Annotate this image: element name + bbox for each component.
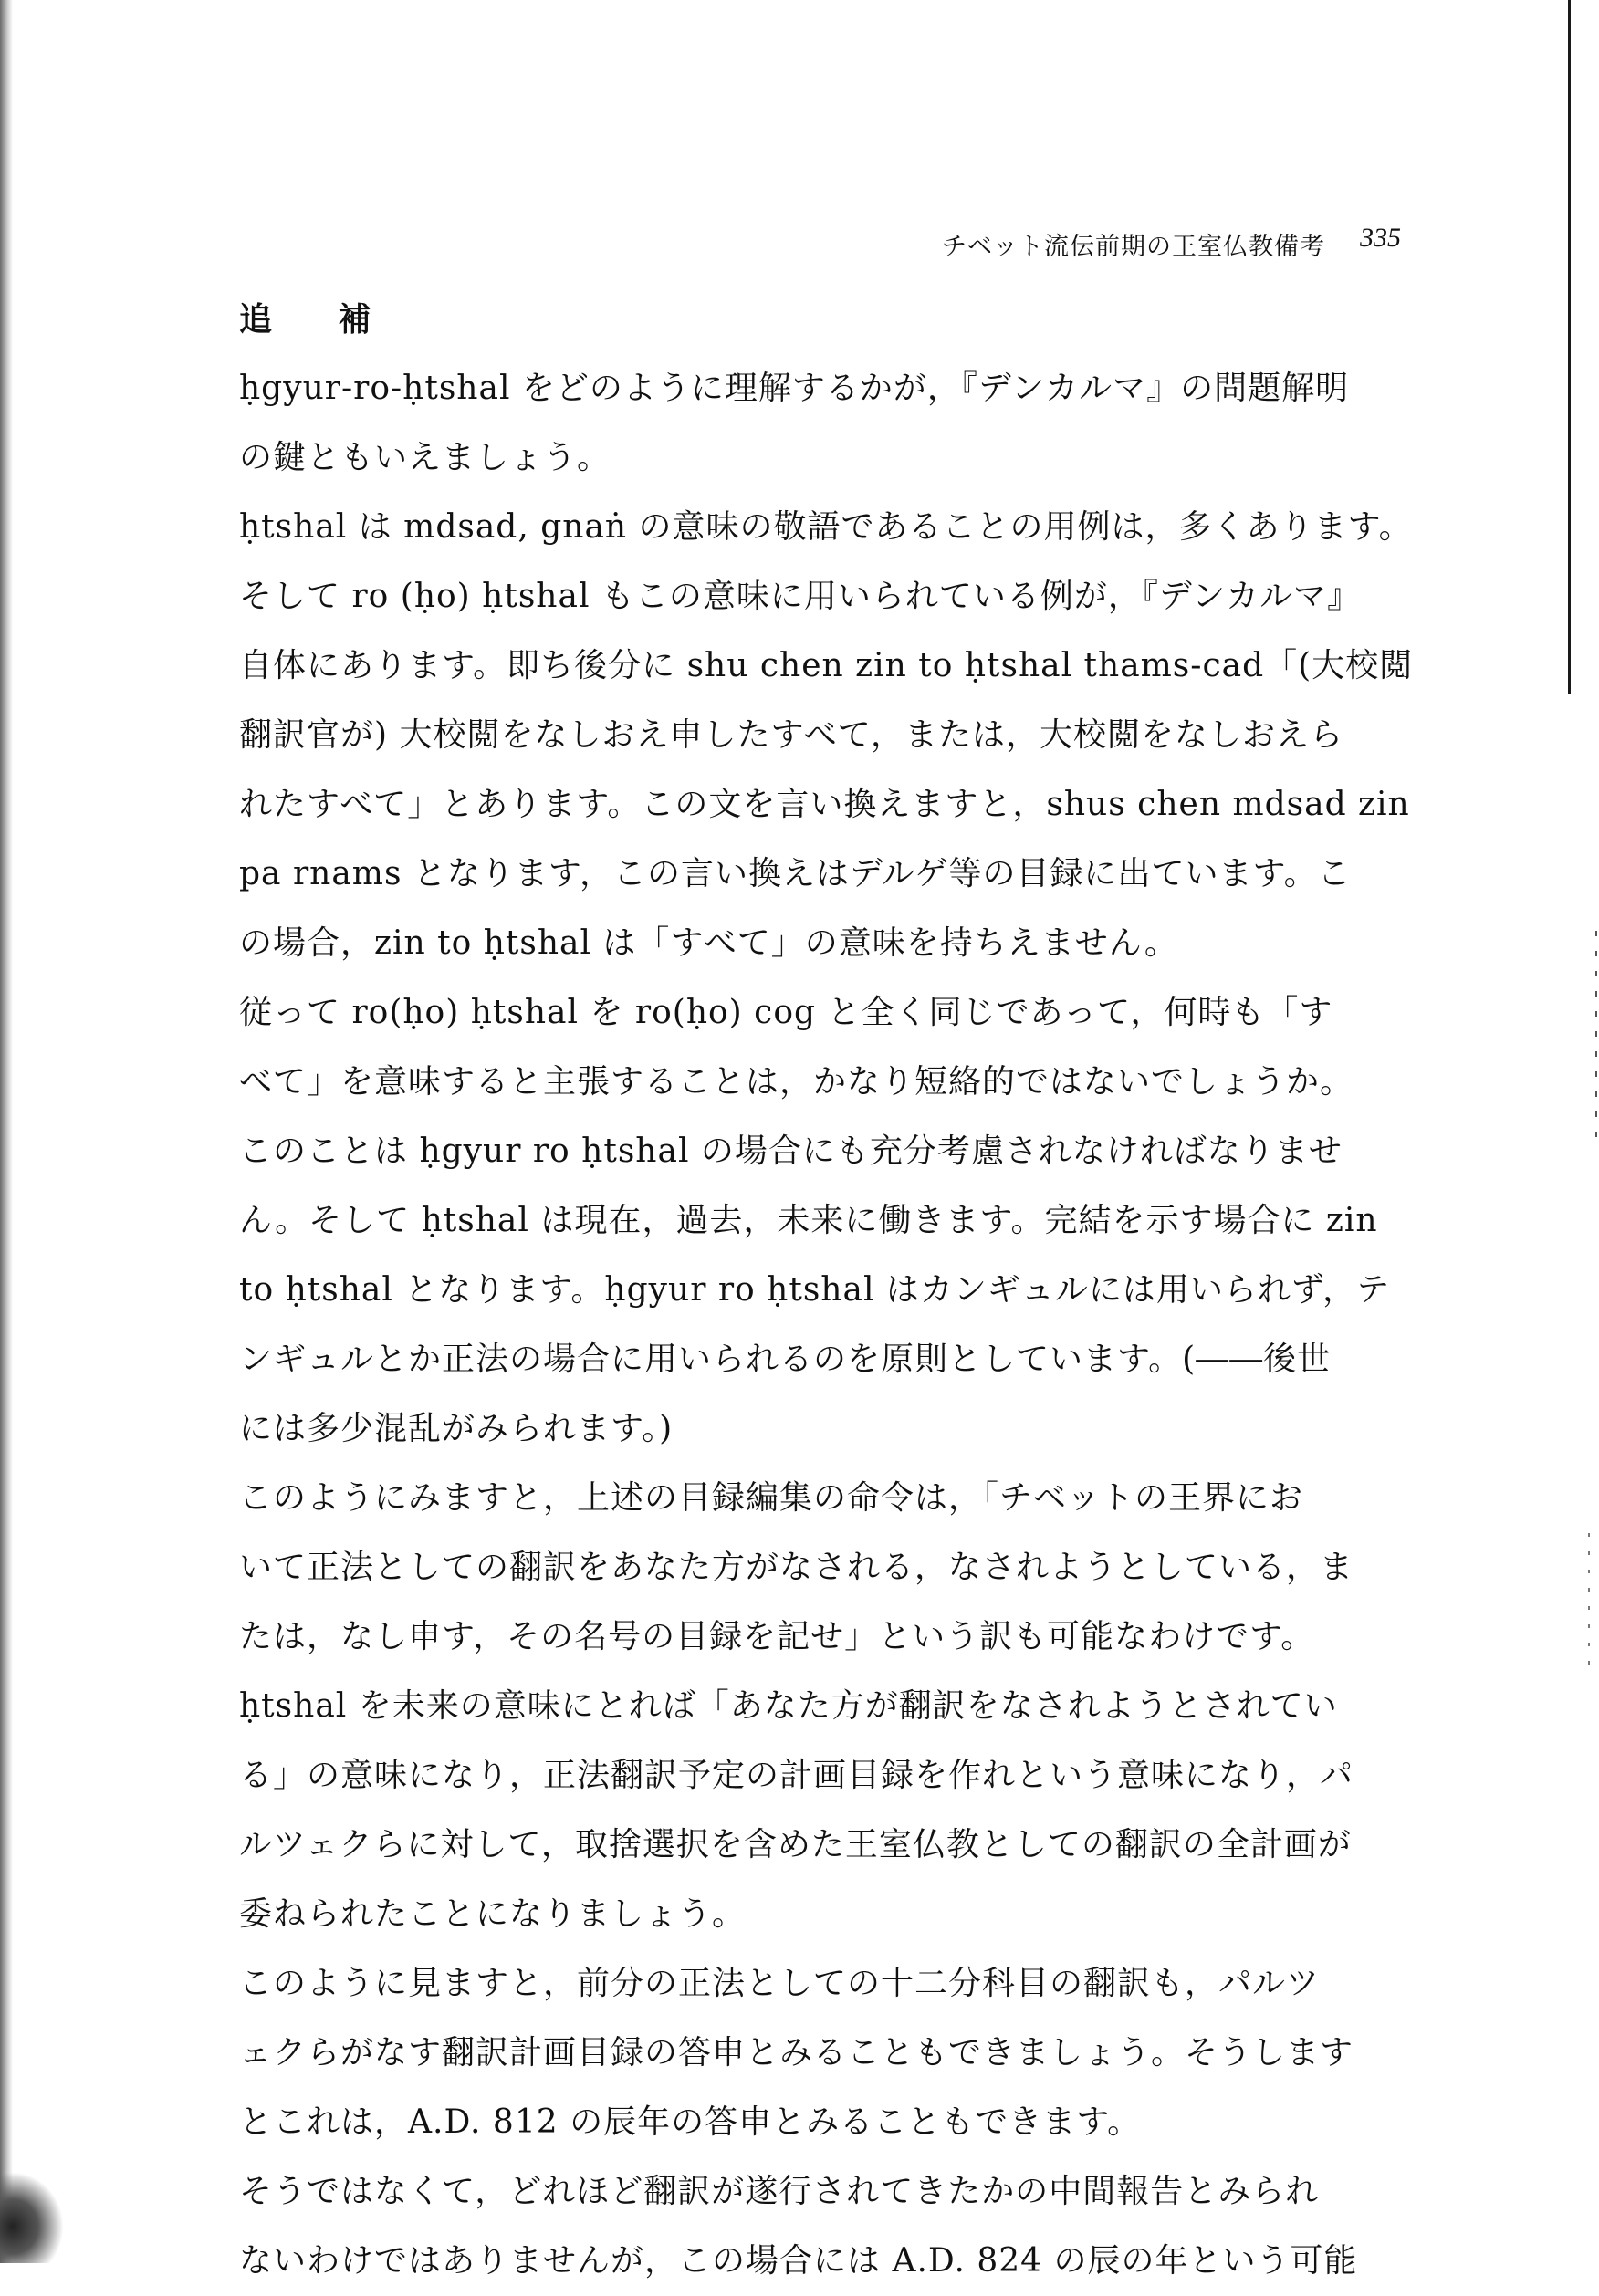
paragraph xyxy=(239,1464,1369,1672)
text-line: ェクらがなす翻訳計画目録の答申とみることもできましょう。そうします xyxy=(239,2034,1354,2072)
text-line: ん。そして ḥtshal は現在，過去，未来に働きます。完結を示す場合に zin xyxy=(239,1202,1378,1239)
text-line: このようにみますと，上述の目録編集の命令は，「チベットの王界にお xyxy=(239,1479,1304,1517)
scan-edge-marks xyxy=(1595,931,1597,1150)
text-line: べて」を意味すると主張することは，かなり短絡的ではないでしょうか。 xyxy=(239,1063,1354,1101)
text-line: ないわけではありませんが，この場合には A.D. 824 の辰の年という可能 xyxy=(239,2242,1358,2280)
text-line: には多少混乱がみられます。) xyxy=(239,1410,674,1447)
text-line: そして ro (ḥo) ḥtshal もこの意味に用いられている例が，『デンカルマ』 xyxy=(239,578,1362,615)
paragraph xyxy=(239,978,1369,1117)
paragraph xyxy=(239,1672,1369,1949)
text-line: る」の意味になり，正法翻訳予定の計画目録を作れという意味になり，パ xyxy=(239,1757,1354,1794)
paragraph xyxy=(239,354,1369,493)
text-line: の場合，zin to ḥtshal は「すべて」の意味を持ちえません。 xyxy=(239,924,1178,962)
paragraph xyxy=(239,1117,1391,1464)
text-line: たは，なし申す，その名号の目録を記せ」という訳も可能なわけです。 xyxy=(239,1618,1315,1655)
text-line: ンギュルとか正法の場合に用いられるのを原則としています。(――後世 xyxy=(239,1341,1332,1378)
scan-edge-rule xyxy=(1568,0,1571,694)
text-line: ルツェクらに対して，取捨選択を含めた王室仏教としての翻訳の全計画が xyxy=(239,1826,1352,1863)
paragraph xyxy=(239,493,1414,978)
text-line: このように見ますと，前分の正法としての十二分科目の翻訳も，パルツ xyxy=(239,1965,1321,2002)
paragraph xyxy=(239,2157,1369,2296)
running-header-title: チベット流伝前期の王室仏教備考 xyxy=(942,233,1325,261)
scan-ink-blot xyxy=(0,2172,64,2263)
section-heading: 追 補 xyxy=(239,300,399,339)
text-line: このことは ḥgyur ro ḥtshal の場合にも充分考慮されなければなりませ xyxy=(239,1132,1343,1170)
text-line: とこれは，A.D. 812 の辰年の答申とみることもできます。 xyxy=(239,2103,1142,2141)
text-line: 自体にあります。即ち後分に shu chen zin to ḥtshal thams-cad「(大校閲 xyxy=(239,647,1414,684)
text-line: 委ねられたことになりましょう。 xyxy=(239,1895,747,1933)
text-line: ḥtshal は mdsad, gnaṅ の意味の敬語であることの用例は，多くあります。 xyxy=(239,508,1413,546)
text-line: ḥgyur-ro-ḥtshal をどのように理解するかが，『デンカルマ』の問題解明 xyxy=(239,370,1350,407)
text-line: れたすべて」とあります。この文を言い換えますと，shus chen mdsad zin xyxy=(239,786,1410,823)
text-line: 翻訳官が) 大校閲をなしおえ申したすべて，または，大校閲をなしおえら xyxy=(239,716,1344,754)
text-line: 従って ro(ḥo) ḥtshal を ro(ḥo) cog と全く同じであって，何時も「す xyxy=(239,994,1333,1031)
text-line: pa rnams となります，この言い換えはデルゲ等の目録に出ています。こ xyxy=(239,855,1352,892)
page-number: 335 xyxy=(1360,223,1401,253)
body-text xyxy=(239,354,1414,2296)
paragraph xyxy=(239,1949,1369,2157)
text-line: そうではなくて，どれほど翻訳が遂行されてきたかの中間報告とみられ xyxy=(239,2173,1320,2210)
text-line: to ḥtshal となります。ḥgyur ro ḥtshal はカンギュルには用いられず，テ xyxy=(239,1271,1391,1309)
text-line: いて正法としての翻訳をあなた方がなされる，なされようとしている，ま xyxy=(239,1549,1354,1586)
scan-edge-marks-lower xyxy=(1588,1533,1590,1679)
scan-binding-shadow xyxy=(0,0,13,2263)
text-line: ḥtshal を未来の意味にとれば「あなた方が翻訳をなされようとされてい xyxy=(239,1687,1338,1725)
text-line: の鍵ともいえましょう。 xyxy=(239,439,611,476)
